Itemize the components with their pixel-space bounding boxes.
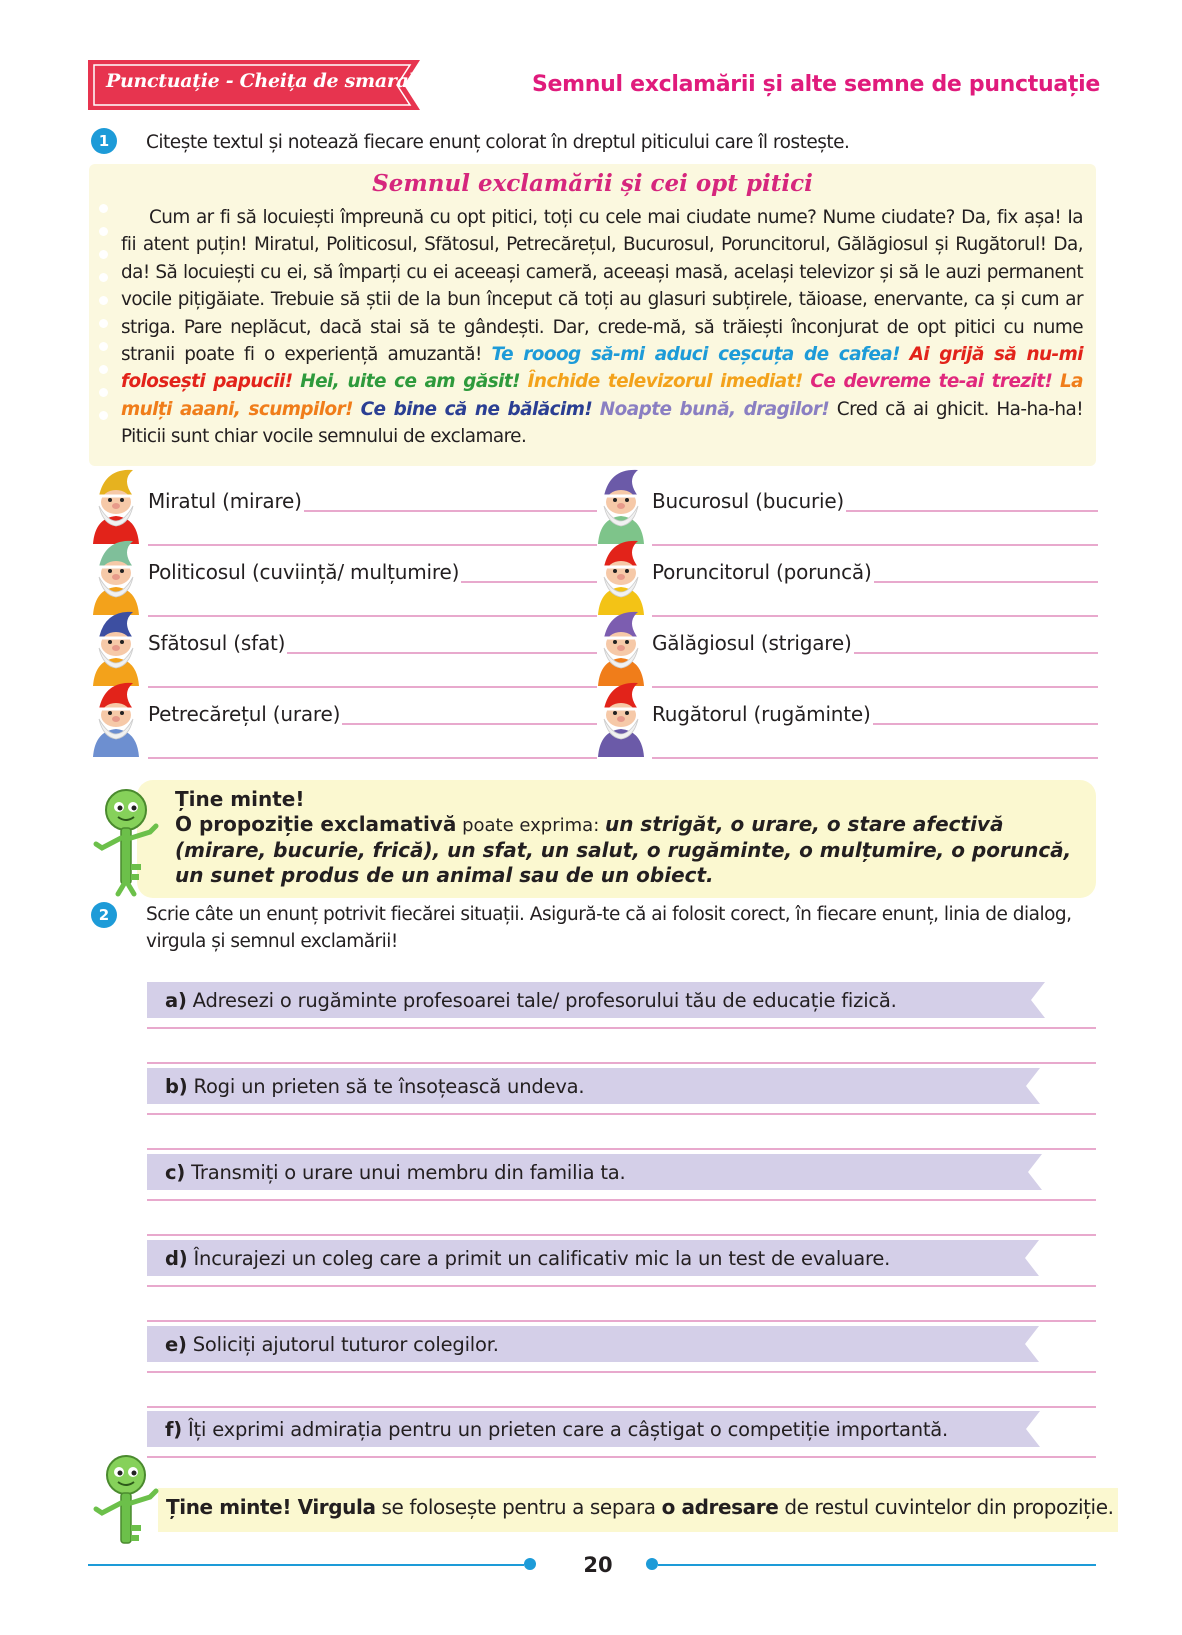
quote-4: Închide televizorul imediat! (527, 371, 803, 393)
remember-text (175, 787, 1095, 888)
dwarf-label: Bucurosul (bucurie) (652, 489, 845, 513)
decorative-dots (99, 204, 109, 434)
story-title: Semnul exclamării și cei opt pitici (372, 170, 813, 197)
situation-letter: f) (165, 1418, 182, 1441)
situation-letter: d) (165, 1247, 188, 1270)
answer-line[interactable] (652, 686, 1098, 688)
situation-band (147, 1411, 1040, 1447)
answer-line[interactable] (652, 544, 1098, 546)
remember-comma-text (166, 1495, 1114, 1519)
situation-description: Transmiți o urare unui membru din familia ta. (185, 1161, 626, 1184)
quote-7: Ce bine că ne bălăcim! (360, 398, 593, 420)
situation-text (165, 1075, 584, 1098)
situation-letter: c) (165, 1161, 186, 1184)
chapter-ribbon (88, 60, 432, 110)
dwarf-label: Poruncitorul (poruncă) (652, 560, 872, 584)
situation-band (147, 1326, 1039, 1362)
answer-line[interactable] (147, 1456, 1096, 1458)
answer-line[interactable] (148, 544, 597, 546)
situation-text (165, 1333, 499, 1356)
remember-italic: un strigăt, o urare, o stare afectivă (mirare, bucurie, frică), un sfat, un salut, o rugăminte, o mulțumire, o poruncă, un sunet produs de un animal sau de un obiect. (175, 812, 1072, 887)
dwarf-label: Miratul (mirare) (148, 489, 302, 513)
answer-line[interactable] (147, 1320, 1096, 1322)
story-ending: Cred că ai ghicit. Ha-ha-ha! Piticii sunt chiar vocile semnului de exclamare. (121, 398, 1084, 448)
story-box (89, 164, 1096, 466)
dwarf-label: Politicosul (cuviință/ mulțumire) (148, 560, 460, 584)
key-mascot-icon-2 (88, 1453, 164, 1553)
situation-description: Îți exprimi admirația pentru un prieten care a câștigat o competiție importantă. (182, 1418, 949, 1441)
remember-normal: poate exprima: (456, 815, 605, 836)
story-plain-text: Cum ar fi să locuiești împreună cu opt pitici, toți cu cele mai ciudate nume? Nume ciudate? Da, fix așa! Ia fii atent puțin! Miratul, Politicosul, Sfătosul, Petrecărețul, Bucurosul, Poruncitorul, Gălăgiosul și Rugătorul! Da, da! Să locuiești cu ei, să împarți cu ei aceeași cameră, aceeași masă, același televizor și să le auzi permanent vocile pițigăiate. Trebuie să știi de la bun început că toți au glasuri subțirele, tăioase, enervante, ca și cum ar striga. Pare neplăcut, dacă stai să te gândești. Dar, crede-mă, să trăiești înconjurat de opt pitici cu nume stranii poate fi o experiență amuzantă! (121, 207, 1083, 366)
answer-line[interactable] (147, 1148, 1096, 1150)
quote-6: La mulți aaani, scumpilor! (121, 371, 1084, 420)
answer-line[interactable] (147, 1371, 1096, 1373)
answer-line[interactable] (652, 615, 1098, 617)
situation-letter: b) (165, 1075, 188, 1098)
footer-line-left (88, 1564, 524, 1566)
chapter-label: Punctuație - Cheița de smarald (106, 70, 429, 92)
situation-description: Încurajezi un coleg care a primit un calificativ mic la un test de evaluare. (187, 1247, 891, 1270)
remember-bold: O propoziție exclamativă (175, 812, 457, 836)
situation-description: Adresezi o rugăminte profesoarei tale/ profesorului tău de educație fizică. (186, 989, 897, 1012)
situation-text (165, 989, 897, 1012)
page-number: 20 (583, 1553, 613, 1577)
dwarf-icon (590, 537, 652, 615)
key-mascot-icon (88, 786, 164, 898)
quote-2: Ai grijă să nu-mi folosești papucii! (121, 344, 1084, 393)
quote-8: Noapte bună, dragilor! (599, 398, 830, 420)
answer-line[interactable] (147, 1199, 1096, 1201)
answer-line[interactable] (652, 757, 1098, 759)
dwarf-icon (85, 466, 147, 544)
remember-title: Ține minte! (175, 787, 305, 811)
situation-band (147, 1154, 1042, 1190)
situation-band (147, 1240, 1039, 1276)
dwarf-label: Petrecărețul (urare) (148, 702, 341, 726)
situation-letter: e) (165, 1333, 187, 1356)
answer-line[interactable] (147, 1285, 1096, 1287)
situation-text (165, 1161, 626, 1184)
dwarf-label: Gălăgiosul (strigare) (652, 631, 852, 655)
situation-description: Soliciți ajutorul tuturor colegilor. (186, 1333, 499, 1356)
situation-description: Rogi un prieten să te însoțească undeva. (187, 1075, 585, 1098)
footer-dot-left (524, 1558, 536, 1570)
page-title: Semnul exclamării și alte semne de punctuație (531, 72, 1100, 97)
situation-letter: a) (165, 989, 187, 1012)
answer-line[interactable] (147, 1027, 1096, 1029)
exercise2-instruction: Scrie câte un enunț potrivit fiecărei situații. Asigură-te că ai folosit corect, în fiecare enunț, linia de dialog, virgula și semnul exclamării! (146, 904, 1072, 952)
dwarf-icon (590, 608, 652, 686)
remember2-bold: o adresare (661, 1495, 779, 1519)
dwarf-label: Sfătosul (sfat) (148, 631, 286, 655)
remember2-title: Ține minte! Virgula (166, 1495, 376, 1519)
dwarf-label: Rugătorul (rugăminte) (652, 702, 871, 726)
situation-band (147, 982, 1045, 1018)
dwarf-icon (85, 679, 147, 757)
dwarf-icon (85, 608, 147, 686)
exercise1-instruction: Citește textul și notează fiecare enunț colorat în dreptul piticului care îl rostește. (146, 132, 850, 153)
remember2-part1: se folosește pentru a separa (375, 1495, 662, 1519)
situation-text (165, 1247, 890, 1270)
situation-band (147, 1068, 1040, 1104)
quote-5: Ce devreme te-ai trezit! (810, 371, 1053, 393)
answer-line[interactable] (147, 1113, 1096, 1115)
answer-line[interactable] (148, 686, 597, 688)
footer-dot-right (646, 1558, 658, 1570)
answer-line[interactable] (147, 1234, 1096, 1236)
dwarf-icon (590, 466, 652, 544)
quote-3: Hei, uite ce am găsit! (300, 371, 520, 393)
answer-line[interactable] (147, 1406, 1096, 1408)
situation-text (165, 1418, 948, 1441)
exercise-number-1: 1 (91, 128, 117, 154)
story-text (121, 204, 1083, 451)
footer-line-right (658, 1564, 1096, 1566)
answer-line[interactable] (148, 615, 597, 617)
dwarf-icon (590, 679, 652, 757)
remember2-part2: de restul cuvintelor din propoziție. (778, 1495, 1114, 1519)
answer-line[interactable] (147, 1062, 1096, 1064)
quote-1: Te rooog să-mi aduci ceșcuța de cafea! (491, 344, 900, 366)
dwarf-icon (85, 537, 147, 615)
exercise-number-2: 2 (91, 902, 117, 928)
answer-line[interactable] (148, 757, 597, 759)
